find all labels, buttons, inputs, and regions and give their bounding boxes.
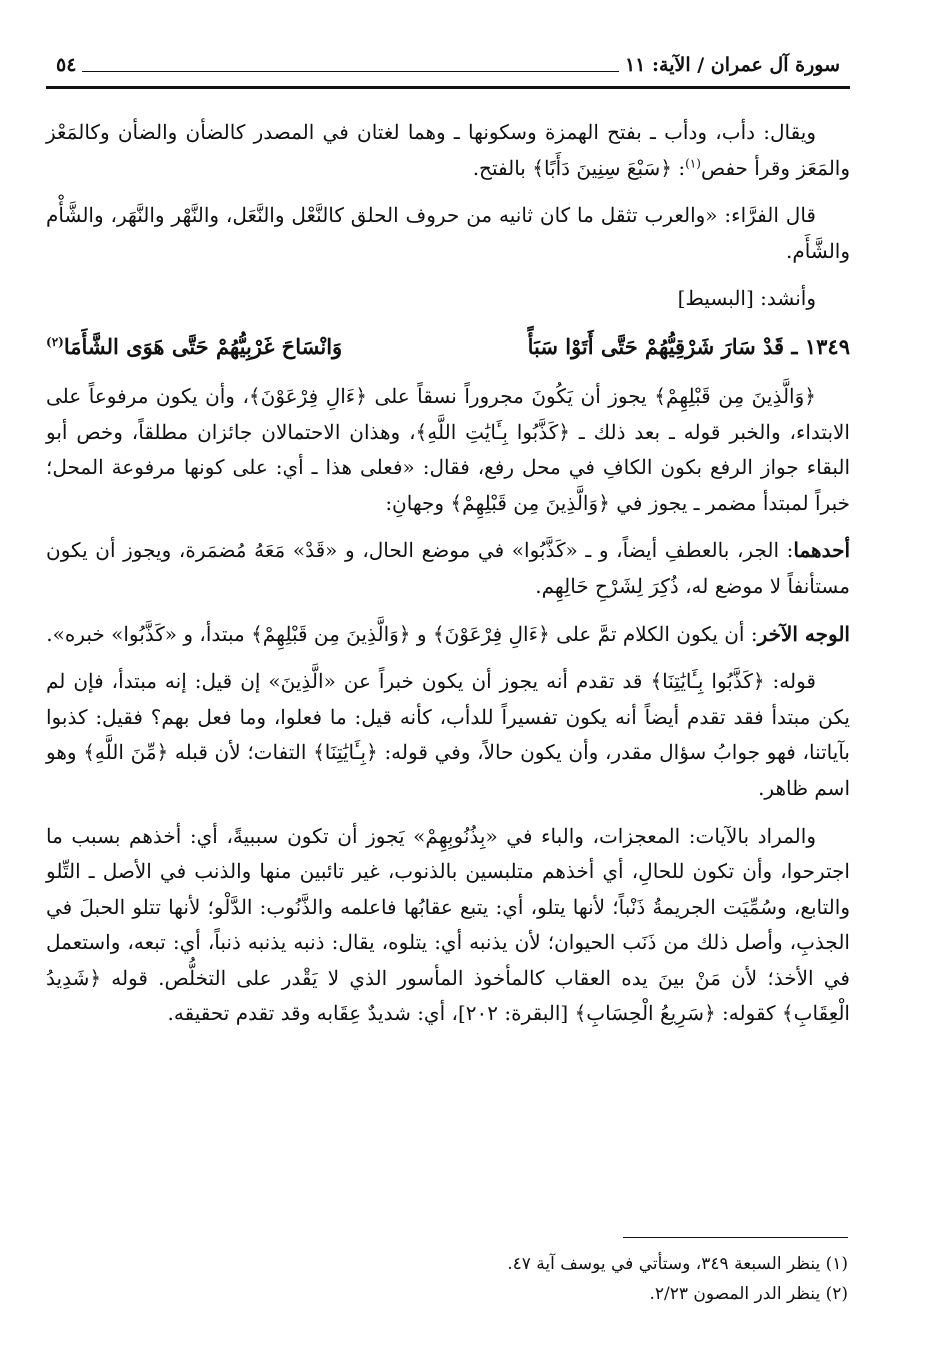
- header-divider: [46, 86, 850, 89]
- paragraph-3: وأنشد: [البسيط]: [677, 286, 816, 311]
- footnote-divider: [623, 1237, 848, 1238]
- paragraph-4: ﴿وَالَّذِينَ مِن قَبْلِهِمْ﴾ يجوز أن يَكُونَ مجروراً نسقاً على ﴿ءَالِ فِرْعَوْنَ﴾، وأن يكون مرفوعاً على الابتداء، والخبر قوله ـ بعد ذلك ـ ﴿كَذَّبُوا بِـَٔايَٰتِ اللَّهِ﴾، وهذان الاحتمالان جائزان مطلقاً، وخص أبو البقاء جواز الرفع بكون الكافِ في محل رفع، فقال: «فعلى هذا ـ أي: على كونها مرفوعة المحل؛ خبراً لمبتدأ مضمر ـ يجوز في ﴿وَالَّذِينَ مِن قَبْلِهِمْ﴾ وجهانِ:: [46, 383, 850, 515]
- poetry-second-hemistich: وَانْسَاحَ غَرْبِيُّهُمْ حَتَّى هَوَى الشَّأَمَا: [63, 333, 343, 359]
- paragraph-5: [46, 533, 850, 604]
- paragraph-7: قوله: ﴿كَذَّبُوا بِـَٔايَٰتِنَا﴾ قد تقدم أنه يجوز أن يكون خبراً عن «الَّذِينَ» إن قيل: إنه مبتدأ، فإن لم يكن مبتدأ فقد تقدم أيضاً أنه يكون تفسيراً للدأب، كأنه قيل: ما فعلوا، وما فعل بهم؟ فقيل: كذبوا بآياتنا، فهو جوابُ سؤال مقدر، وأن يكون حالاً، وفي قوله: ﴿بِـَٔايَٰتِنَا﴾ التفات؛ لأن قبله ﴿مِّنَ اللَّهِ﴾ وهو اسم ظاهر.: [46, 669, 850, 800]
- running-header: [46, 48, 850, 82]
- paragraph-6-heading: الوجه الآخر: [757, 621, 850, 646]
- page: [46, 48, 850, 1044]
- footnote-2: (٢) ينظر الدر المصون ٢/٢٣.: [649, 1284, 848, 1304]
- paragraph-8: والمراد بالآيات: المعجزات، والباء في «بِذُنُوبِهِمْ» يَجوز أن تكون سببيةً، أي: أخذهم بسبب ما اجترحوا، وأن تكون للحالِ، أي أخذهم متلبسين بالذنوب، غير تائبين منها والذنب في الأصل ـ التِّلو والتابع، وسُمِّيَت الجريمةُ ذَنْباً؛ لأنها يتلو، أي: يتبع عقابُها فاعلمه والذَّنُوب: الدَّلْو؛ لأنها تتلو الحبلَ في الجذبِ، وأصل ذلك من ذَنَب الحيوان؛ لأن يذنبه أي: يتلوه، يقال: ذنبه يذنبه ذنباً، أي: تبعه، واستعمل في الأخذ؛ لأن مَنْ بينَ يده العقاب كالمأخوذ المأسور الذي لا يَقْدر على التخلُّص. قوله ﴿شَدِيدُ الْعِقَابِ﴾ كقوله: ﴿سَرِيعُ الْحِسَابِ﴾ [البقرة: ٢٠٢]، أي: شديدٌ عِقَابه وقد تقدم تحقيقه.: [46, 823, 850, 1026]
- paragraph-1-end: : ﴿سَبْعَ سِنِينَ دَأَبًا﴾ بالفتح.: [472, 155, 686, 180]
- paragraph-5-text: : الجر، بالعطفِ أيضاً، و ـ «كَذَّبُوا» في موضع الحال، و «قَدْ» مَعَهُ مُضمَرة، ويجوز أن يكون مستأنفاً لا موضع له، ذُكِرَ لِشَرْحِ حَالِهِم.: [46, 538, 850, 598]
- surah-verse-title: سورة آل عمران / الآية: ١١: [624, 54, 840, 76]
- paragraph-1-text: ويقال: دأب، ودأب ـ بفتح الهمزة وسكونها ـ وهما لغتان في المصدر كالضأن والضأن وكالمَعْز والمَعَز وقرأ حفص: [46, 120, 850, 180]
- poetry-verse: [46, 329, 850, 365]
- paragraph-6: [46, 617, 850, 653]
- paragraph-6-text: : أن يكون الكلام تمَّ على ﴿ءَالِ فِرْعَوْنَ﴾ و ﴿وَالَّذِينَ مِن قَبْلِهِمْ﴾ مبتدأ، و «كَذَّبُوا» خبره».: [46, 621, 758, 646]
- footnote-ref-2[interactable]: (٢): [46, 334, 64, 349]
- paragraph-5-heading: أحدهما: [793, 538, 850, 563]
- footnotes: [88, 1249, 848, 1309]
- header-line: [82, 59, 619, 72]
- page-number: ٥٤: [56, 54, 77, 76]
- poetry-first-hemistich: ١٣٤٩ ـ قَدْ سَارَ شَرْقِيُّهُمْ حَتَّى أَتَوْا سَبَأً: [527, 333, 850, 359]
- poetry-second-hemistich-wrap: [46, 329, 342, 365]
- paragraph-1: [46, 115, 850, 186]
- paragraph-2: قال الفرَّاء: «والعرب تثقل ما كان ثانيه من حروف الحلق كالنَّعْل والنَّعَل، والنَّهْر والنَّهَر، والشَّأْم والشَّأَم.: [46, 203, 850, 263]
- footnote-1: (١) ينظر السبعة ٣٤٩، وستأتي في يوسف آية ٤٧.: [507, 1254, 848, 1274]
- footnote-ref-1[interactable]: (١): [685, 155, 701, 170]
- main-text: [46, 115, 850, 1032]
